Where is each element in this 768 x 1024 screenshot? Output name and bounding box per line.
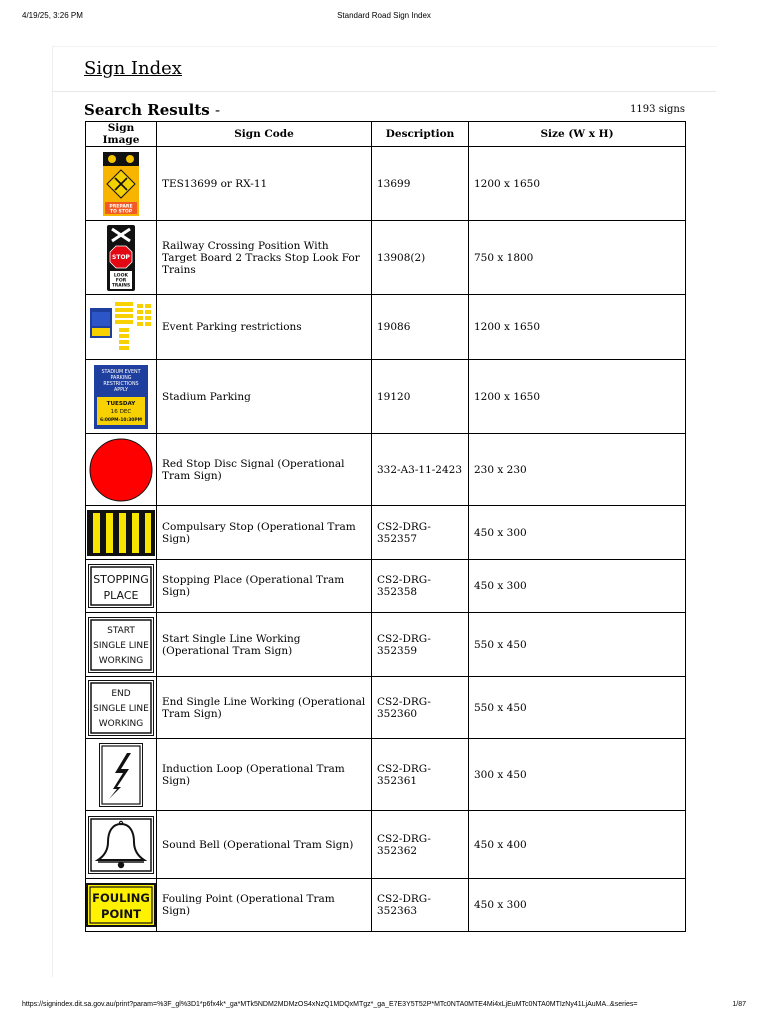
page-number: 1/87 bbox=[732, 1001, 746, 1008]
table-header-row bbox=[86, 122, 686, 147]
sign-table bbox=[85, 121, 686, 932]
sign-image-cell bbox=[86, 360, 157, 434]
stadium-parking-sign-image bbox=[94, 365, 148, 429]
sign-text: FOULING bbox=[92, 891, 150, 905]
table-row bbox=[86, 360, 686, 434]
sign-text: PLACE bbox=[103, 589, 139, 602]
description-cell: 19120 bbox=[372, 360, 469, 434]
red-stop-disc-image bbox=[88, 437, 154, 503]
sign-image-cell bbox=[86, 677, 157, 739]
sign-code-cell: End Single Line Working (Operational Tram Sign) bbox=[157, 677, 372, 739]
description-cell: CS2-DRG-352359 bbox=[372, 613, 469, 677]
sign-code-cell: Compulsary Stop (Operational Tram Sign) bbox=[157, 506, 372, 560]
table-row bbox=[86, 434, 686, 506]
sign-text: PREPARE bbox=[109, 204, 133, 209]
sign-code-cell: Railway Crossing Position With Target Board 2 Tracks Stop Look For Trains bbox=[157, 221, 372, 295]
print-url: https://signindex.dit.sa.gov.au/print?param=%3F_gl%3D1*p6fx4k*_ga*MTk5NDM2MDMzOS4xNzQ1MDQxMTgz*_ga_E7E3Y5T52P*MTc0NTA0MTE4Mi4xLjEuMTc0NTA0MTIzNy41LjAuMA..&series= bbox=[22, 1001, 638, 1008]
result-count: 1193 signs bbox=[630, 104, 685, 115]
size-cell: 450 x 300 bbox=[469, 506, 686, 560]
description-cell: 13699 bbox=[372, 147, 469, 221]
sign-text: STOPPING bbox=[93, 573, 149, 586]
description-cell: 332-A3-11-2423 bbox=[372, 434, 469, 506]
prepare-to-stop-sign-image bbox=[101, 152, 141, 216]
table-row bbox=[86, 613, 686, 677]
sign-text: STADIUM EVENT bbox=[101, 369, 141, 375]
railway-crossing-stop-sign-image bbox=[107, 225, 135, 291]
sign-text: FOR bbox=[115, 278, 127, 283]
sign-text: LOOK bbox=[113, 273, 129, 278]
results-title-text: Search Results bbox=[84, 101, 210, 119]
table-row bbox=[86, 677, 686, 739]
sign-image-cell bbox=[86, 434, 157, 506]
table-row bbox=[86, 739, 686, 811]
size-cell: 230 x 230 bbox=[469, 434, 686, 506]
sign-text: POINT bbox=[101, 907, 141, 921]
column-header-size: Size (W x H) bbox=[469, 122, 686, 147]
size-cell: 450 x 300 bbox=[469, 879, 686, 932]
sign-text: PARKING bbox=[110, 375, 132, 381]
column-header-code: Sign Code bbox=[157, 122, 372, 147]
sign-image-cell bbox=[86, 506, 157, 560]
header-divider bbox=[52, 91, 716, 92]
lightning-bolt-icon bbox=[99, 743, 143, 807]
sign-code-cell: Fouling Point (Operational Tram Sign) bbox=[157, 879, 372, 932]
results-title bbox=[84, 101, 220, 119]
results-title-dash: - bbox=[214, 101, 221, 119]
sign-code-cell: Start Single Line Working (Operational Tram Sign) bbox=[157, 613, 372, 677]
bell-icon bbox=[88, 816, 154, 874]
column-header-description: Description bbox=[372, 122, 469, 147]
stopping-place-sign-image bbox=[88, 564, 154, 608]
table-row bbox=[86, 295, 686, 360]
table-row bbox=[86, 506, 686, 560]
sign-image-cell bbox=[86, 147, 157, 221]
sign-code-cell: Stadium Parking bbox=[157, 360, 372, 434]
column-header-image: Sign Image bbox=[86, 122, 157, 147]
sign-image-cell bbox=[86, 739, 157, 811]
sign-code-cell: Red Stop Disc Signal (Operational Tram Sign) bbox=[157, 434, 372, 506]
sign-image-cell bbox=[86, 295, 157, 360]
compulsory-stop-stripes-image bbox=[87, 510, 155, 556]
sign-image-cell bbox=[86, 811, 157, 879]
size-cell: 300 x 450 bbox=[469, 739, 686, 811]
start-single-line-sign-image bbox=[88, 617, 154, 673]
sign-text: 6:00PM-10:30PM bbox=[100, 417, 142, 423]
sign-image-cell bbox=[86, 613, 157, 677]
sign-code-cell: Stopping Place (Operational Tram Sign) bbox=[157, 560, 372, 613]
sign-text: SINGLE LINE bbox=[93, 703, 149, 714]
sign-text: SINGLE LINE bbox=[93, 640, 149, 651]
size-cell: 450 x 400 bbox=[469, 811, 686, 879]
sign-code-cell: Induction Loop (Operational Tram Sign) bbox=[157, 739, 372, 811]
print-title: Standard Road Sign Index bbox=[337, 11, 431, 20]
size-cell: 1200 x 1650 bbox=[469, 295, 686, 360]
sign-text: WORKING bbox=[98, 655, 144, 666]
size-cell: 1200 x 1650 bbox=[469, 147, 686, 221]
table-row bbox=[86, 879, 686, 932]
size-cell: 1200 x 1650 bbox=[469, 360, 686, 434]
table-row bbox=[86, 221, 686, 295]
event-parking-sign-image bbox=[89, 300, 153, 354]
size-cell: 750 x 1800 bbox=[469, 221, 686, 295]
size-cell: 450 x 300 bbox=[469, 560, 686, 613]
sign-text: END bbox=[111, 688, 131, 699]
fouling-point-sign-image bbox=[86, 883, 156, 927]
size-cell: 550 x 450 bbox=[469, 677, 686, 739]
table-row bbox=[86, 811, 686, 879]
sign-text: TO STOP bbox=[109, 209, 133, 214]
sign-text: WORKING bbox=[98, 718, 144, 729]
sign-code-cell: Sound Bell (Operational Tram Sign) bbox=[157, 811, 372, 879]
sign-index-link[interactable]: Sign Index bbox=[84, 58, 182, 79]
sign-text: STOP bbox=[112, 253, 130, 261]
description-cell: CS2-DRG-352360 bbox=[372, 677, 469, 739]
sign-code-cell: TES13699 or RX-11 bbox=[157, 147, 372, 221]
table-row bbox=[86, 560, 686, 613]
sign-text: TRAINS bbox=[111, 283, 131, 288]
description-cell: CS2-DRG-352362 bbox=[372, 811, 469, 879]
description-cell: CS2-DRG-352361 bbox=[372, 739, 469, 811]
sign-image-cell bbox=[86, 879, 157, 932]
sign-text: APPLY bbox=[113, 387, 129, 393]
size-cell: 550 x 450 bbox=[469, 613, 686, 677]
table-row bbox=[86, 147, 686, 221]
sign-text: TUESDAY bbox=[106, 400, 136, 407]
sign-text: START bbox=[107, 625, 135, 636]
print-date: 4/19/25, 3:26 PM bbox=[22, 11, 83, 20]
description-cell: CS2-DRG-352358 bbox=[372, 560, 469, 613]
description-cell: CS2-DRG-352357 bbox=[372, 506, 469, 560]
sign-image-cell bbox=[86, 221, 157, 295]
description-cell: 13908(2) bbox=[372, 221, 469, 295]
sign-text: 16 DEC bbox=[110, 408, 132, 415]
sign-text: RESTRICTIONS bbox=[103, 381, 139, 387]
sign-image-cell bbox=[86, 560, 157, 613]
sign-code-cell: Event Parking restrictions bbox=[157, 295, 372, 360]
end-single-line-sign-image bbox=[88, 680, 154, 736]
description-cell: CS2-DRG-352363 bbox=[372, 879, 469, 932]
description-cell: 19086 bbox=[372, 295, 469, 360]
